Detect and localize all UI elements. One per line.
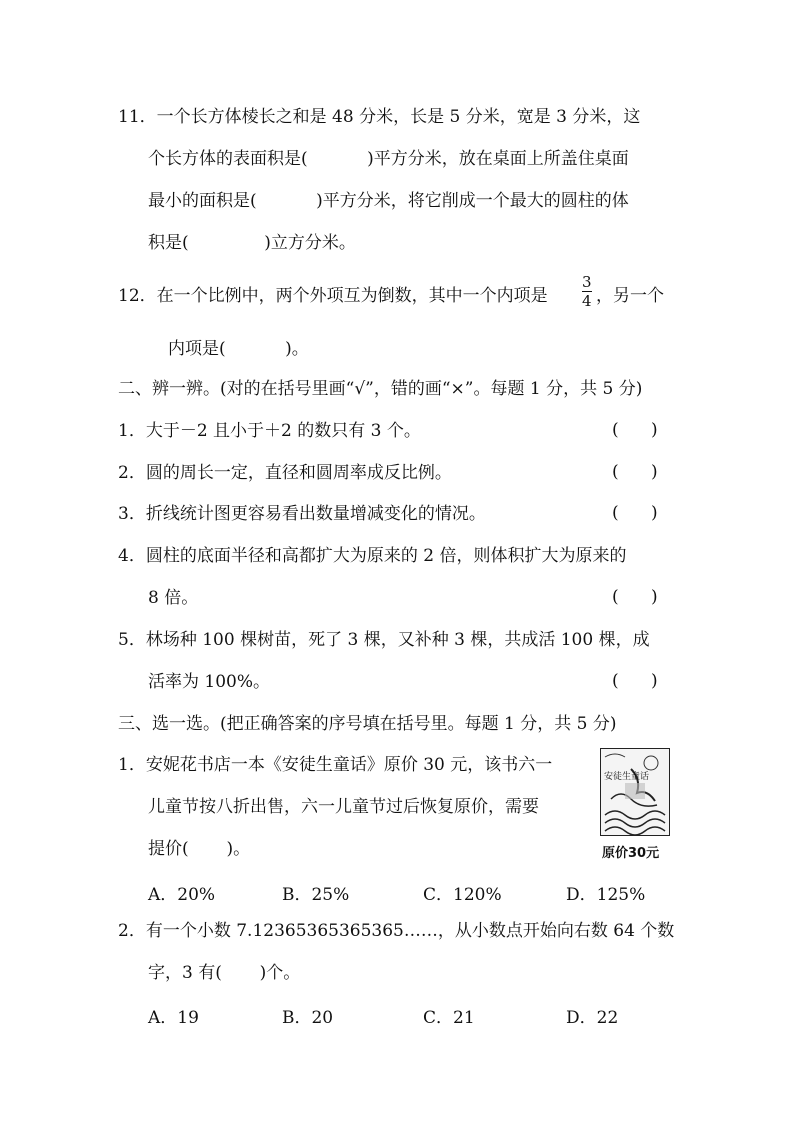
choice-q1-line1: 1．安妮花书店一本《安徒生童话》原价 30 元，该书六一 <box>118 755 553 775</box>
judge-item-2: 2．圆的周长一定，直径和圆周率成反比例。 <box>118 463 452 483</box>
book-cover-drawing <box>601 749 669 835</box>
choice-q1-line3: 提价( )。 <box>148 839 251 859</box>
choice-q1-option-b[interactable]: B．25% <box>282 885 350 905</box>
choice-q2-option-a[interactable]: A．19 <box>148 1008 199 1028</box>
judge-answer-box-3[interactable]: ( ) <box>612 503 658 523</box>
q12-fraction <box>582 274 592 309</box>
judge-answer-box-1[interactable]: ( ) <box>612 420 658 440</box>
book-cover-title: 安徒生童话 <box>604 772 650 782</box>
judge-answer-box-2[interactable]: ( ) <box>612 462 658 482</box>
book-cover-illustration <box>600 748 670 836</box>
judge-item-5-cont: 活率为 100%。 <box>148 672 271 692</box>
choice-q2-line1: 2．有一个小数 7.12365365365365……，从小数点开始向右数 64 个数 <box>118 921 675 941</box>
choice-q2-option-b[interactable]: B．20 <box>282 1008 334 1028</box>
q11-line1: 11．一个长方体棱长之和是 48 分米，长是 5 分米，宽是 3 分米，这 <box>118 107 641 127</box>
judge-item-1: 1．大于－2 且小于＋2 的数只有 3 个。 <box>118 421 421 441</box>
judge-item-4: 4．圆柱的底面半径和高都扩大为原来的 2 倍，则体积扩大为原来的 <box>118 546 627 566</box>
choice-q2-line2: 字，3 有( )个。 <box>148 963 301 983</box>
q11-line2: 个长方体的表面积是( )平方分米，放在桌面上所盖住桌面 <box>148 149 629 169</box>
section3-heading: 三、选一选。(把正确答案的序号填在括号里。每题 1 分，共 5 分) <box>118 714 617 734</box>
q11-line4: 积是( )立方分米。 <box>148 233 356 253</box>
choice-q2-option-d[interactable]: D．22 <box>566 1008 619 1028</box>
choice-q1-option-c[interactable]: C．120% <box>423 885 502 905</box>
judge-item-3: 3．折线统计图更容易看出数量增减变化的情况。 <box>118 504 486 524</box>
choice-q2-option-c[interactable]: C．21 <box>423 1008 475 1028</box>
choice-q1-option-a[interactable]: A．20% <box>148 885 216 905</box>
q12-fraction-numerator: 3 <box>582 273 592 291</box>
judge-answer-box-5[interactable]: ( ) <box>612 671 658 691</box>
choice-q1-option-d[interactable]: D．125% <box>566 885 646 905</box>
q11-line3: 最小的面积是( )平方分米，将它削成一个最大的圆柱的体 <box>148 191 629 211</box>
choice-q1-line2: 儿童节按八折出售，六一儿童节过后恢复原价，需要 <box>148 797 539 817</box>
section2-heading: 二、辨一辨。(对的在括号里画“√”，错的画“×”。每题 1 分，共 5 分) <box>118 379 643 399</box>
book-price-caption: 原价30元 <box>602 846 660 861</box>
judge-item-5: 5．林场种 100 棵树苗，死了 3 棵，又补种 3 棵，共成活 100 棵，成 <box>118 630 650 650</box>
q12-fraction-denominator: 4 <box>582 292 592 310</box>
q12-line1-pre: 12．在一个比例中，两个外项互为倒数，其中一个内项是 <box>118 286 548 306</box>
q12-line1-post: ，另一个 <box>596 286 664 306</box>
judge-item-4-cont: 8 倍。 <box>148 588 199 608</box>
judge-answer-box-4[interactable]: ( ) <box>612 587 658 607</box>
q12-line2: 内项是( )。 <box>168 339 309 359</box>
